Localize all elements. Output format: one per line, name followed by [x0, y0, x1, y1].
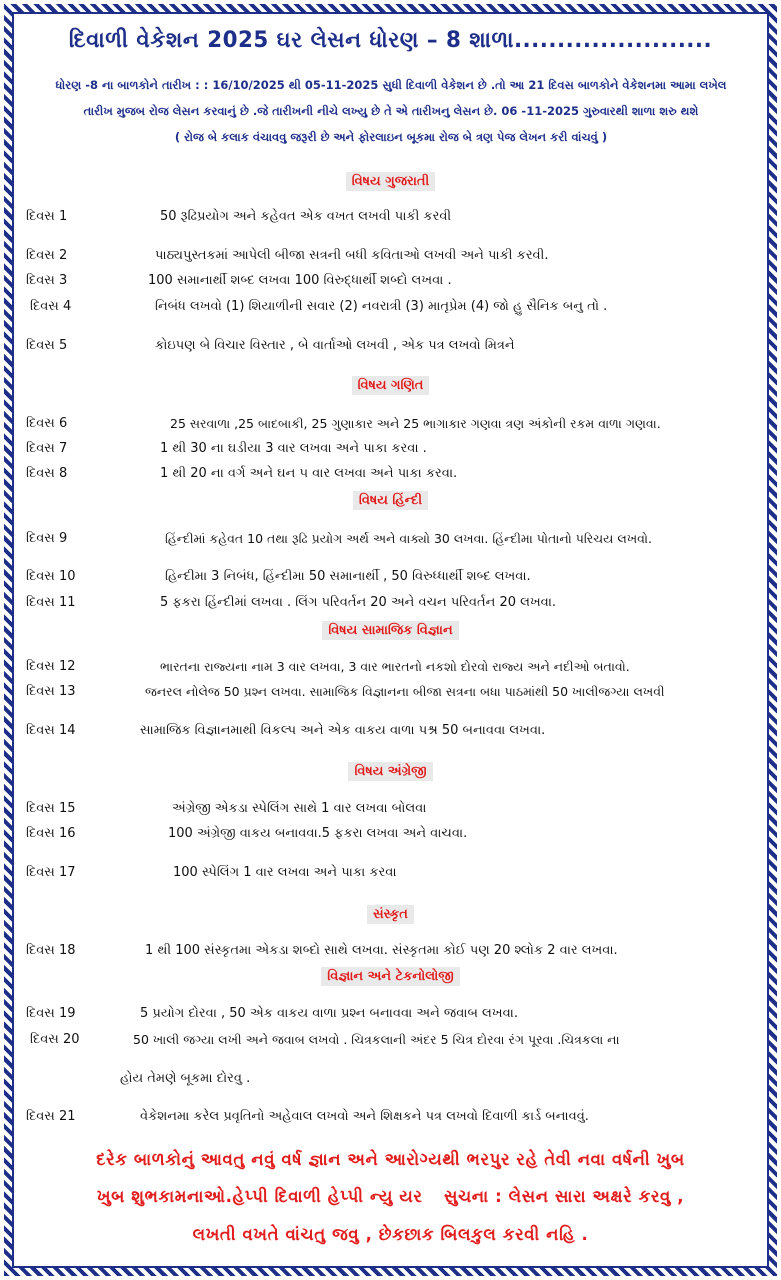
- day-task: 100 સ્પેલિંગ 1 વાર લખવા અને પાકા કરવા: [173, 865, 397, 880]
- day-label: દિવસ 14: [26, 723, 76, 738]
- day-task: 25 સરવાળા ,25 બાદબાકી, 25 ગુણાકાર અને 25 ભાગાકાર ગણવા ત્રણ અંકોની રકમ વાળા ગણવા.: [170, 416, 661, 431]
- subject-heading-science: [0, 965, 781, 986]
- day-task: નિબંધ લખવો (1) શિયાળીની સવાર (2) નવરાત્રી (3) માતૃપ્રેમ (4) જો હુ સૈનિક બનુ તો .: [155, 299, 608, 314]
- day-task-continued: હોય તેમણે બૂકમા દોરવુ .: [120, 1071, 251, 1086]
- subject-heading-label: વિષય સામાજિક વિજ્ઞાન: [322, 621, 458, 640]
- day-label: દિવસ 3: [26, 273, 68, 288]
- day-label: દિવસ 5: [26, 338, 68, 353]
- intro-line-2: તારીખ મુજબ રોજ લેસન કરવાનું છે .જે તારીખની નીચે લખ્યુ છે તે એ તારીખનુ લેસન છે. 06 -11-2025 ગુરુવારથી શાળા શરુ થશે: [83, 104, 699, 118]
- subject-heading-label: સંસ્કૃત: [367, 905, 414, 924]
- day-task: ભારતના રાજ્યના નામ 3 વાર લખવા, 3 વાર ભારતનો નકશો દોરવો રાજ્ય અને નદીઓ બતાવો.: [160, 659, 630, 674]
- day-task: 1 થી 20 ના વર્ગ અને ઘન ૫ વાર લખવા અને પાકા કરવા.: [160, 466, 458, 481]
- day-label: દિવસ 16: [26, 826, 76, 841]
- day-task: 5 પ્રયોગ દોરવા , 50 એક વાકય વાળા પ્રશ્ન બનાવવા અને જવાબ લખવા.: [140, 1006, 518, 1021]
- subject-heading-sanskrit: [0, 903, 781, 924]
- day-task: 50 ખાલી જગ્યા લખી અને જવાબ લખવો . ચિત્રકલાની અંદર 5 ચિત્ર દોરવા રંગ પૂરવા .ચિત્રકલા ના: [133, 1032, 620, 1047]
- day-label: દિવસ 10: [26, 569, 76, 584]
- day-label: દિવસ 12: [26, 659, 76, 674]
- subject-heading-english: [0, 760, 781, 781]
- day-task: 50 રૂઢિપ્રયોગ અને કહેવત એક વખત લખવી પાકી કરવી: [160, 209, 452, 224]
- day-task: 100 સમાનાર્થી શબ્દ લખવા 100 વિરુદ્ધાર્થી શબ્દો લખવા .: [148, 273, 452, 288]
- subject-heading-label: વિષય હિંન્દી: [353, 491, 428, 510]
- closing-line-2: [11, 1187, 771, 1207]
- subject-heading-label: વિજ્ઞાન અને ટેકનોલોજી: [321, 967, 459, 986]
- day-label: દિવસ 13: [26, 684, 76, 699]
- day-label: દિવસ 4: [30, 299, 72, 314]
- day-label: દિવસ 20: [30, 1032, 80, 1047]
- intro-line-1: ધોરણ -8 ના બાળકોને તારીખ : : 16/10/2025 થી 05-11-2025 સુધી દિવાળી વેકેશન છે .તો આ 21 દિવસ બાળકોને વેકેશનમા આમા લખેલ: [55, 78, 727, 92]
- intro-line-3: ( રોજ બે કલાક વંચાવવુ જરૂરી છે અને ફોરલાઇન બૂકમા રોજ બે ત્રણ પેજ લેખન કરી વાંચવું ): [174, 130, 608, 144]
- closing-greeting: ખુબ શુભકામનાઓ.હેપ્પી દિવાળી હેપ્પી ન્યુ યર: [96, 1187, 423, 1207]
- subject-heading-label: વિષય ગુજરાતી: [346, 172, 436, 191]
- day-task: હિન્દીમા 3 નિબંધ, હિંન્દીમા 50 સમાનાર્થી , 50 વિરુધ્ધાર્થી શબ્દ લખવા.: [165, 569, 531, 584]
- day-label: દિવસ 18: [26, 943, 76, 958]
- subject-heading-gujarati: [0, 170, 781, 191]
- subject-heading-social: [0, 619, 781, 640]
- day-label: દિવસ 9: [26, 531, 68, 546]
- day-label: દિવસ 21: [26, 1109, 76, 1124]
- subject-heading-maths: [0, 374, 781, 395]
- day-task: 1 થી 100 સંસ્કૃતમા એકડા શબ્દો સાથે લખવા. સંસ્કૃતમા કોઈ પણ 20 શ્લોક 2 વાર લખવા.: [145, 943, 618, 958]
- subject-heading-label: વિષય અંગ્રેજી: [348, 762, 432, 781]
- day-task: 1 થી 30 ના ઘડીયા 3 વાર લખવા અને પાકા કરવા .: [160, 441, 427, 456]
- day-task: જનરલ નોલેજ 50 પ્રશ્ન લખવા. સામાજિક વિજ્ઞાનના બીજા સત્રના બધા પાઠમાંથી 50 ખાલીજગ્યા લખવી: [145, 684, 665, 699]
- day-task: 5 ફકરા હિંન્દીમાં લખવા . લિંગ પરિવર્તન 20 અને વચન પરિવર્તન 20 લખવા.: [160, 595, 557, 610]
- page-title: દિવાળી વેકેશન 2025 ઘર લેસન ધોરણ – 8 શાળા.......................: [68, 28, 713, 53]
- day-label: દિવસ 8: [26, 466, 68, 481]
- day-task: હિંન્દીમાં કહેવત 10 તથા રૂઢિ પ્રયોગ અર્થ અને વાક્યો 30 લખવા. હિંન્દીમા પોતાનો પરિચય લખવો.: [165, 531, 652, 546]
- day-label: દિવસ 2: [26, 248, 68, 263]
- day-task: સામાજિક વિજ્ઞાનમાથી વિકલ્પ અને એક વાકય વાળા પશ્ર 50 બનાવવા લખવા.: [140, 723, 546, 738]
- day-label: દિવસ 17: [26, 865, 76, 880]
- day-label: દિવસ 6: [26, 416, 68, 431]
- subject-heading-hindi: [0, 489, 781, 510]
- day-task: પાઠ્યપુસ્તકમાં આપેલી બીજા સત્રની બધી કવિતાઓ લખવી અને પાકી કરવી.: [155, 248, 549, 263]
- day-task: 100 અંગ્રેજી વાકય બનાવવા.5 ફકરા લખવા અને વાચવા.: [168, 826, 468, 841]
- day-label: દિવસ 1: [26, 209, 68, 224]
- day-label: દિવસ 15: [26, 801, 76, 816]
- closing-line-1: દરેક બાળકોનું આવતુ નવું વર્ષ જ્ઞાન અને આરોગ્યથી ભરપુર રહે તેવી નવા વર્ષની ખુબ: [96, 1150, 685, 1170]
- day-task: કોઇપણ બે વિચાર વિસ્તાર , બે વાર્તાઓ લખવી , એક પત્ર લખવો મિત્રને: [155, 338, 515, 353]
- subject-heading-label: વિષય ગણિત: [352, 376, 430, 395]
- day-label: દિવસ 19: [26, 1006, 76, 1021]
- closing-line-3: લખતી વખતે વાંચતુ જવુ , છેકછાક બિલકુલ કરવી નહિ .: [192, 1225, 589, 1245]
- day-task: વેકેશનમા કરેલ પ્રવૃતિનો અહેવાલ લખવો અને શિક્ષકને પત્ર લખવો દિવાળી કાર્ડ બનાવવું.: [140, 1109, 589, 1124]
- closing-instruction: સુચના : લેસન સારા અક્ષરે કરવુ ,: [443, 1187, 685, 1207]
- day-task: અંગ્રેજી એકડા સ્પેલિંગ સાથે 1 વાર લખવા બોલવા: [172, 801, 427, 816]
- day-label: દિવસ 7: [26, 441, 68, 456]
- day-label: દિવસ 11: [26, 595, 76, 610]
